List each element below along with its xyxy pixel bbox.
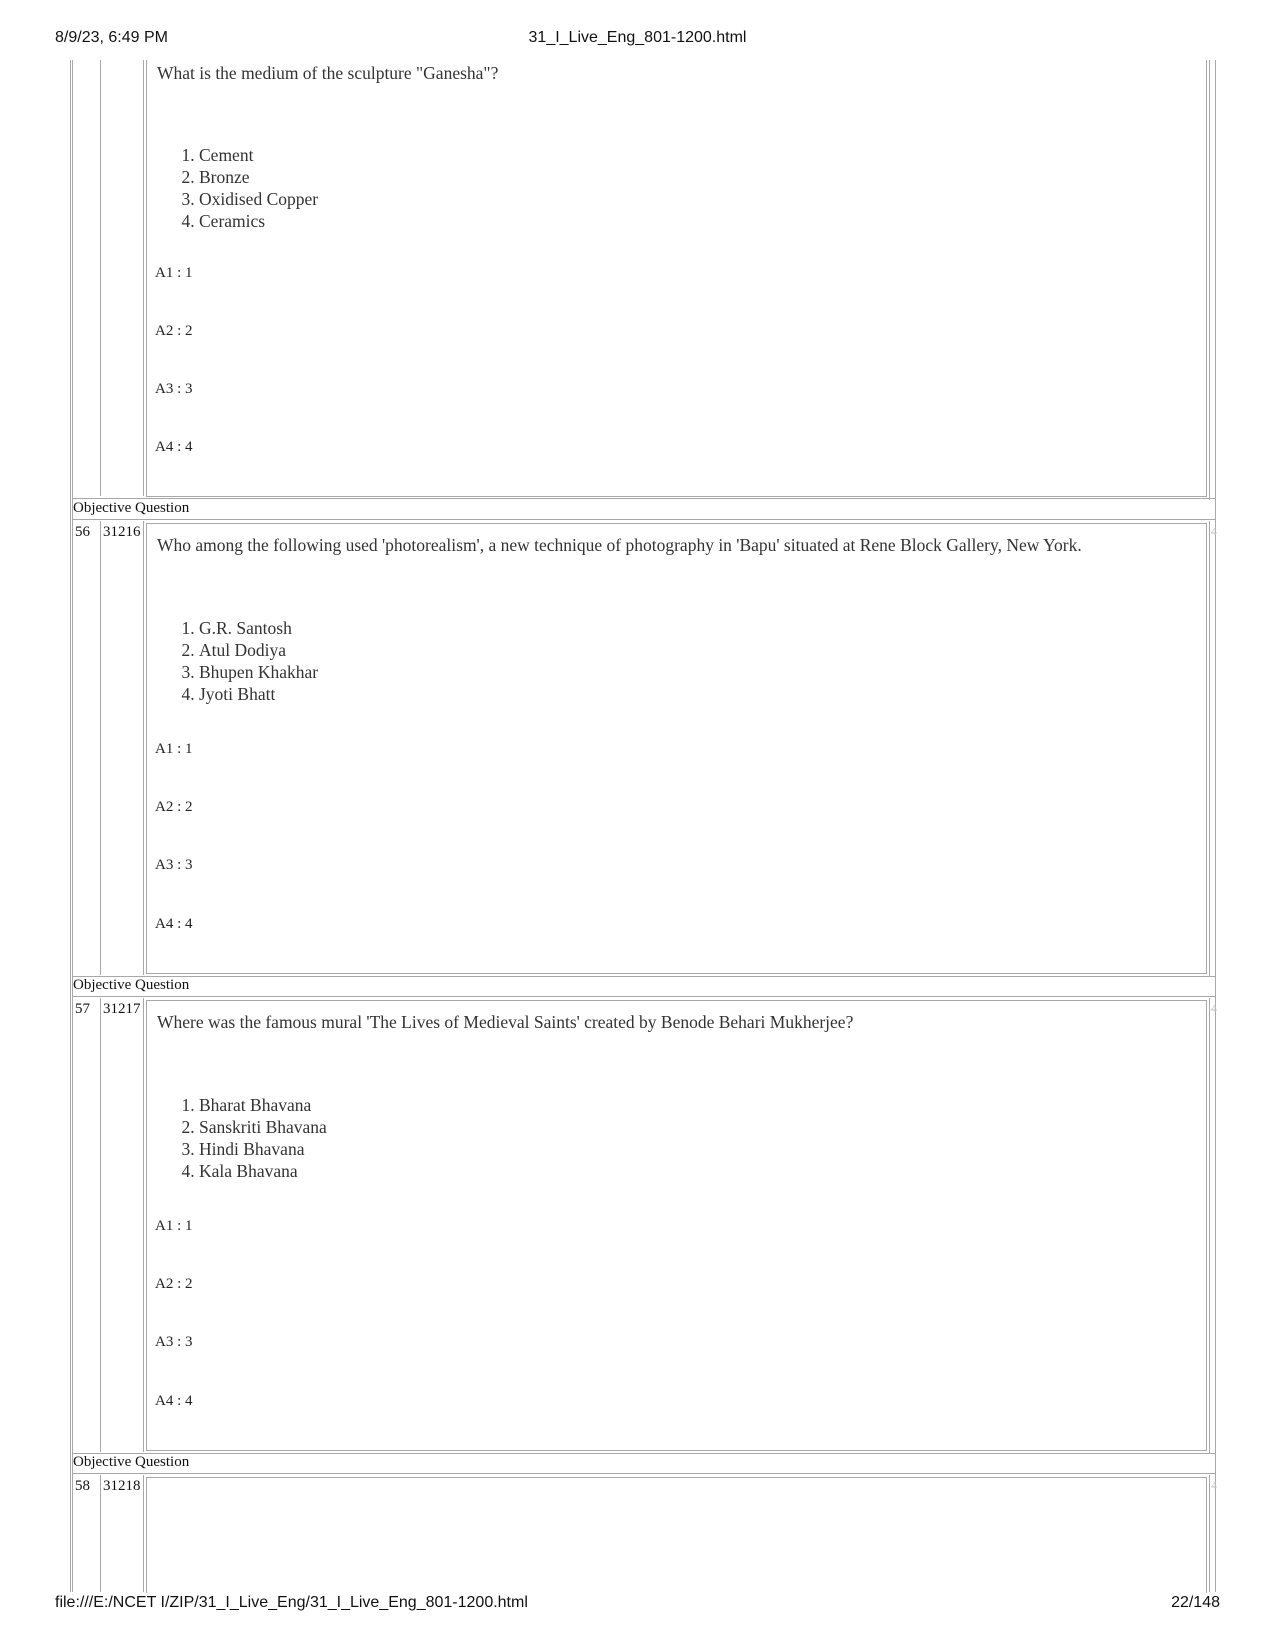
- table-border-left: [70, 60, 71, 1592]
- row-divider: [72, 498, 1215, 499]
- print-page-number: 22/148: [1171, 1594, 1220, 1611]
- serial-cell-border: [100, 1475, 101, 1592]
- option-item: 3. Hindi Bhavana: [199, 1138, 327, 1160]
- edge-mark: 4: [1211, 524, 1217, 538]
- answer-row: A1 : 1: [155, 741, 193, 757]
- question-id: 31217: [103, 1001, 141, 1017]
- print-header: [55, 29, 1220, 51]
- answer-row: A4 : 4: [155, 916, 193, 932]
- question-cell-outer-right: [1209, 1475, 1210, 1592]
- option-list: [157, 144, 318, 232]
- option-item: 4. Jyoti Bhatt: [199, 683, 318, 705]
- answer-row: A2 : 2: [155, 323, 193, 339]
- question-serial: 56: [75, 524, 90, 540]
- answer-row: A1 : 1: [155, 265, 193, 281]
- print-footer: [55, 1594, 1220, 1616]
- answer-row: A2 : 2: [155, 799, 193, 815]
- answer-row: A2 : 2: [155, 1276, 193, 1292]
- row-divider: [72, 519, 1215, 520]
- serial-cell-border: [100, 60, 101, 496]
- question-type-label: Objective Question: [73, 977, 190, 993]
- question-serial: 57: [75, 1001, 90, 1017]
- option-list: [157, 1094, 327, 1182]
- option-item: 2. Sanskriti Bhavana: [199, 1116, 327, 1138]
- id-cell-border: [143, 1475, 144, 1592]
- question-text: What is the medium of the sculpture "Ganesha"?: [157, 63, 499, 83]
- question-text: Who among the following used 'photorealism', a new technique of photography in 'Bapu' situated at Rene Block Gallery, New York.: [157, 535, 1082, 555]
- table-border-right: [1215, 60, 1216, 1592]
- question-cell: [146, 1000, 1207, 1451]
- question-cell: [146, 1477, 1207, 1593]
- question-serial: 58: [75, 1478, 90, 1494]
- print-datetime: 8/9/23, 6:49 PM: [55, 29, 168, 46]
- row-divider: [72, 996, 1215, 997]
- option-item: 2. Atul Dodiya: [199, 639, 318, 661]
- edge-mark: 4: [1211, 1478, 1217, 1492]
- option-item: 2. Bronze: [199, 166, 318, 188]
- edge-mark: 4: [1211, 1001, 1217, 1015]
- question-id: 31218: [103, 1478, 141, 1494]
- row-divider: [72, 1453, 1215, 1454]
- question-cell-outer-right: [1209, 998, 1210, 1453]
- id-cell-border: [143, 521, 144, 975]
- print-document-title: 31_I_Live_Eng_801-1200.html: [528, 29, 747, 46]
- question-id: 31216: [103, 524, 141, 540]
- option-item: 1. G.R. Santosh: [199, 617, 318, 639]
- option-item: 1. Bharat Bhavana: [199, 1094, 327, 1116]
- question-cell-outer-right: [1209, 60, 1210, 500]
- option-item: 3. Bhupen Khakhar: [199, 661, 318, 683]
- option-item: 4. Ceramics: [199, 210, 318, 232]
- answer-row: A3 : 3: [155, 857, 193, 873]
- row-divider: [72, 976, 1215, 977]
- question-type-label: Objective Question: [73, 1454, 190, 1470]
- question-text: Where was the famous mural 'The Lives of Medieval Saints' created by Benode Behari Mukherjee?: [157, 1012, 854, 1032]
- print-file-url: file:///E:/NCET I/ZIP/31_I_Live_Eng/31_I_Live_Eng_801-1200.html: [55, 1594, 528, 1611]
- option-item: 1. Cement: [199, 144, 318, 166]
- serial-cell-border: [100, 521, 101, 975]
- question-cell: [146, 523, 1207, 974]
- id-cell-border: [143, 998, 144, 1452]
- option-item: 3. Oxidised Copper: [199, 188, 318, 210]
- question-cell: [146, 60, 1207, 497]
- option-list: [157, 617, 318, 705]
- answer-row: A3 : 3: [155, 381, 193, 397]
- row-divider: [72, 1473, 1215, 1474]
- table-border-left-inner: [72, 60, 73, 1592]
- answer-row: A4 : 4: [155, 1393, 193, 1409]
- option-item: 4. Kala Bhavana: [199, 1160, 327, 1182]
- id-cell-border: [143, 60, 144, 496]
- question-cell-outer-right: [1209, 521, 1210, 976]
- answer-row: A3 : 3: [155, 1334, 193, 1350]
- question-type-label: Objective Question: [73, 500, 190, 516]
- answer-row: A4 : 4: [155, 439, 193, 455]
- serial-cell-border: [100, 998, 101, 1452]
- answer-row: A1 : 1: [155, 1218, 193, 1234]
